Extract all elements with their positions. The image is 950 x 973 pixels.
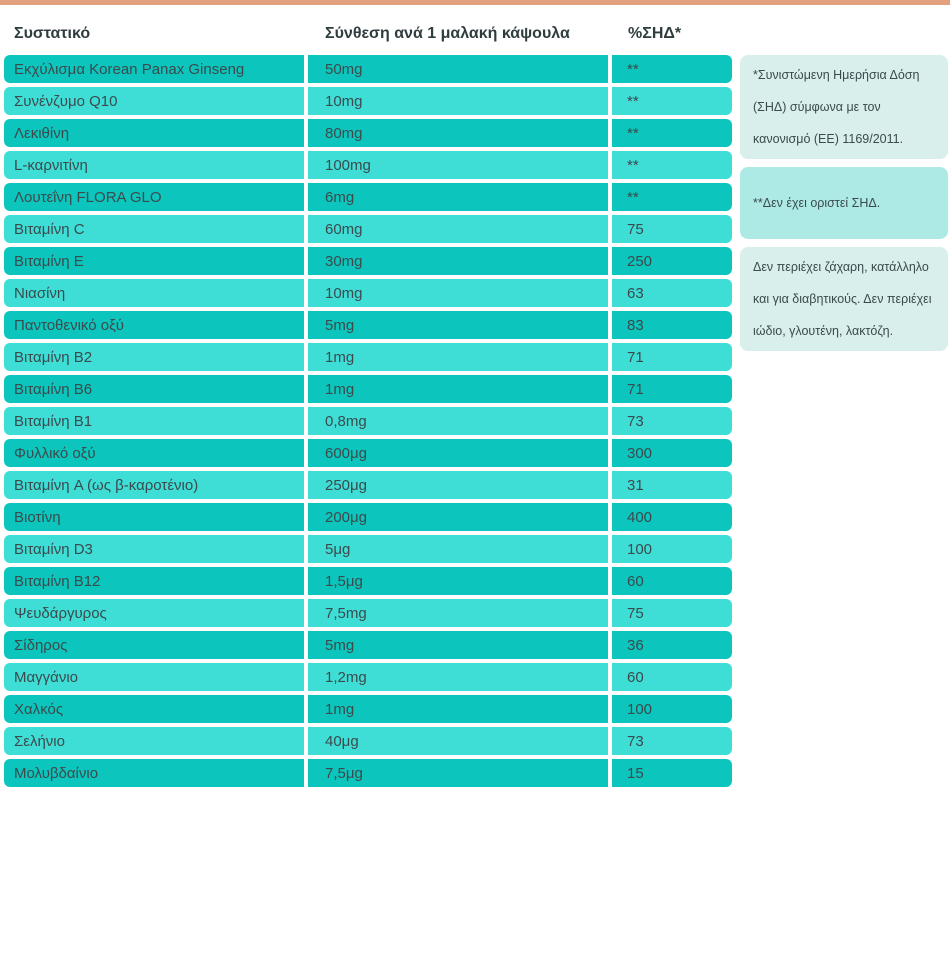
ingredient-cell: Βιταμίνη E [4, 247, 304, 275]
table-row [4, 567, 732, 595]
table-row [4, 471, 732, 499]
table-row [4, 151, 732, 179]
shd-cell: 71 [612, 375, 732, 403]
amount-cell: 100mg [308, 151, 608, 179]
amount-cell: 80mg [308, 119, 608, 147]
top-accent-bar [0, 0, 950, 5]
table-row [4, 343, 732, 371]
shd-cell: ** [612, 87, 732, 115]
table-row [4, 599, 732, 627]
ingredient-cell: Νιασίνη [4, 279, 304, 307]
ingredient-cell: Εκχύλισμα Korean Panax Ginseng [4, 55, 304, 83]
amount-cell: 6mg [308, 183, 608, 211]
shd-cell: ** [612, 151, 732, 179]
amount-cell: 1,5μg [308, 567, 608, 595]
table-row [4, 375, 732, 403]
shd-cell: 250 [612, 247, 732, 275]
ingredient-cell: Βιταμίνη B1 [4, 407, 304, 435]
shd-cell: 31 [612, 471, 732, 499]
notes-panel [740, 55, 948, 359]
table-row [4, 87, 732, 115]
ingredient-cell: Βιταμίνη B6 [4, 375, 304, 403]
shd-cell: 60 [612, 663, 732, 691]
ingredient-cell: L-καρνιτίνη [4, 151, 304, 179]
shd-cell: 63 [612, 279, 732, 307]
shd-cell: 300 [612, 439, 732, 467]
shd-cell: 73 [612, 727, 732, 755]
table-row [4, 439, 732, 467]
table-row [4, 311, 732, 339]
amount-cell: 250μg [308, 471, 608, 499]
ingredient-cell: Λουτεΐνη FLORA GLO [4, 183, 304, 211]
shd-cell: 75 [612, 215, 732, 243]
shd-cell: ** [612, 119, 732, 147]
shd-cell: 400 [612, 503, 732, 531]
ingredient-cell: Βιταμίνη D3 [4, 535, 304, 563]
amount-cell: 600μg [308, 439, 608, 467]
table-row [4, 663, 732, 691]
shd-cell: 71 [612, 343, 732, 371]
shd-cell: ** [612, 183, 732, 211]
ingredient-cell: Μαγγάνιο [4, 663, 304, 691]
shd-cell: ** [612, 55, 732, 83]
table-row [4, 503, 732, 531]
amount-cell: 1,2mg [308, 663, 608, 691]
amount-cell: 7,5mg [308, 599, 608, 627]
ingredient-cell: Φυλλικό οξύ [4, 439, 304, 467]
ingredient-cell: Βιταμίνη B2 [4, 343, 304, 371]
ingredient-cell: Σίδηρος [4, 631, 304, 659]
shd-cell: 75 [612, 599, 732, 627]
ingredient-cell: Βιοτίνη [4, 503, 304, 531]
ingredient-cell: Χαλκός [4, 695, 304, 723]
ingredient-cell: Βιταμίνη C [4, 215, 304, 243]
ingredient-cell: Μολυβδαίνιο [4, 759, 304, 787]
table-row [4, 55, 732, 83]
note-recommended-daily-dose: *Συνιστώμενη Ημερήσια Δόση (ΣΗΔ) σύμφωνα με τον κανονισμό (ΕΕ) 1169/2011. [740, 55, 948, 159]
shd-cell: 36 [612, 631, 732, 659]
table-row [4, 535, 732, 563]
amount-cell: 50mg [308, 55, 608, 83]
table-row [4, 183, 732, 211]
amount-cell: 5mg [308, 311, 608, 339]
ingredient-cell: Λεκιθίνη [4, 119, 304, 147]
amount-cell: 10mg [308, 279, 608, 307]
amount-cell: 200μg [308, 503, 608, 531]
amount-cell: 1mg [308, 343, 608, 371]
table-row [4, 247, 732, 275]
table-row [4, 727, 732, 755]
amount-cell: 10mg [308, 87, 608, 115]
amount-cell: 5mg [308, 631, 608, 659]
shd-cell: 15 [612, 759, 732, 787]
shd-cell: 73 [612, 407, 732, 435]
column-header-shd: %ΣΗΔ* [628, 25, 682, 42]
amount-cell: 0,8mg [308, 407, 608, 435]
table-row [4, 759, 732, 787]
table-row [4, 279, 732, 307]
shd-cell: 100 [612, 535, 732, 563]
amount-cell: 1mg [308, 375, 608, 403]
amount-cell: 40μg [308, 727, 608, 755]
ingredient-cell: Βιταμίνη A (ως β-καροτένιο) [4, 471, 304, 499]
amount-cell: 7,5μg [308, 759, 608, 787]
column-header-ingredient: Συστατικό [14, 25, 91, 42]
table-row [4, 407, 732, 435]
ingredient-cell: Σελήνιο [4, 727, 304, 755]
amount-cell: 30mg [308, 247, 608, 275]
note-shd-not-defined: **Δεν έχει οριστεί ΣΗΔ. [740, 167, 948, 239]
shd-cell: 100 [612, 695, 732, 723]
ingredient-cell: Ψευδάργυρος [4, 599, 304, 627]
table-row [4, 215, 732, 243]
amount-cell: 60mg [308, 215, 608, 243]
amount-cell: 1mg [308, 695, 608, 723]
ingredient-cell: Συνένζυμο Q10 [4, 87, 304, 115]
amount-cell: 5μg [308, 535, 608, 563]
ingredient-cell: Παντοθενικό οξύ [4, 311, 304, 339]
table-row [4, 695, 732, 723]
note-free-from: Δεν περιέχει ζάχαρη, κατάλληλο και για διαβητικούς. Δεν περιέχει ιώδιο, γλουτένη, λακτόζη. [740, 247, 948, 351]
shd-cell: 83 [612, 311, 732, 339]
shd-cell: 60 [612, 567, 732, 595]
ingredients-table-body [4, 55, 732, 791]
table-row [4, 119, 732, 147]
table-row [4, 631, 732, 659]
column-header-amount: Σύνθεση ανά 1 μαλακή κάψουλα [325, 25, 570, 42]
ingredient-cell: Βιταμίνη B12 [4, 567, 304, 595]
